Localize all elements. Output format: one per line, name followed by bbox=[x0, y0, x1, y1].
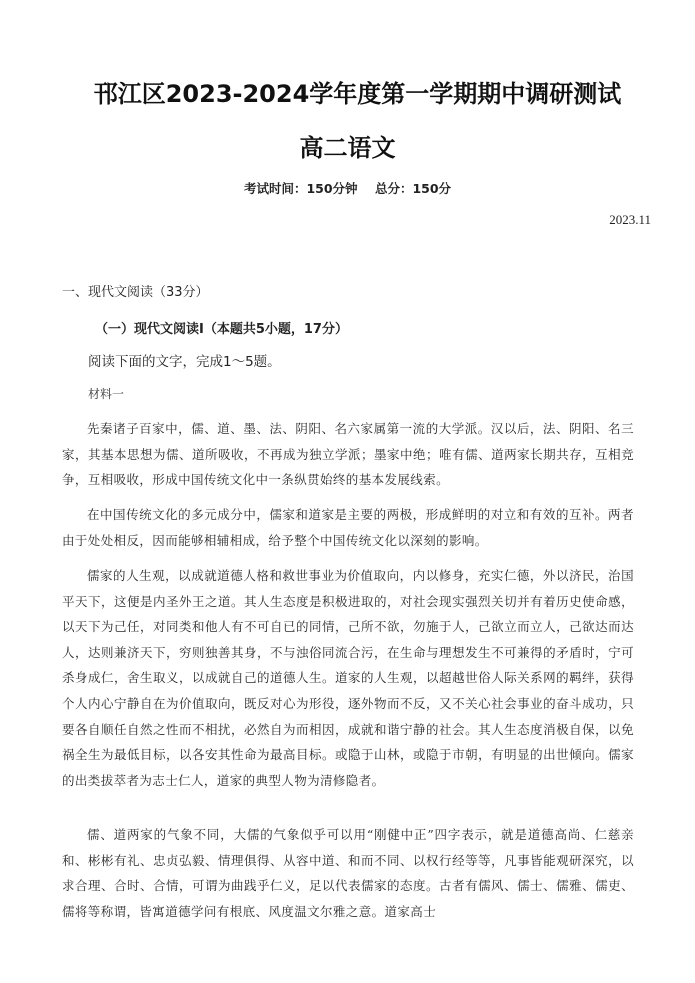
material-label: 材料一 bbox=[88, 387, 125, 401]
paragraph: 儒家的人生观，以成就道德人格和救世事业为价值取向，内以修身，充实仁德，外以济民，治国平天下，这便是内圣外王之道。其人生态度是积极进取的，对社会现实强烈关切并有着历史使命感，以天下为己任，对同类和他人有不可自已的同情，己所不欲，勿施于人，己欲立而立人，己欲达而达人，达则兼济天下，穷则独善其身，不与浊俗同流合污，在生命与理想发生不可兼得的矛盾时，宁可杀身成仁，舍生取义，以成就自己的道德人生。道家的人生观，以超越世俗人际关系网的羁绊，获得个人内心宁静自在为价值取向，既反对心为形役，逐外物而不反，又不关心社会事业的奋斗成功，只要各自顺任自然之性而不相扰，必然自为而相因，成就和谐宁静的社会。其人生态度消极自保，以免祸全生为最低目标，以各安其性命为最高目标。或隐于山林，或隐于市朝，有明显的出世倾向。儒家的出类拔萃者为志士仁人，道家的典型人物为清修隐者。 bbox=[62, 568, 634, 788]
subsection-heading: （一）现代文阅读Ⅰ（本题共5小题，17分） bbox=[95, 322, 348, 337]
subject-title: 高二语文 bbox=[299, 134, 396, 162]
exam-date: 2023.11 bbox=[609, 212, 651, 227]
exam-info: 考试时间：150分钟 总分：150分 bbox=[243, 181, 452, 196]
paragraph: 在中国传统文化的多元成分中，儒家和道家是主要的两极，形成鲜明的对立和有效的互补。两者由于处处相反，因而能够相辅相成，给予整个中国传统文化以深刻的影响。 bbox=[62, 507, 634, 548]
reading-instruction: 阅读下面的文字，完成1～5题。 bbox=[88, 354, 281, 370]
paragraph: 先秦诸子百家中，儒、道、墨、法、阴阳、名六家属第一流的大学派。汉以后，法、阴阳、名三家，其基本思想为儒、道所吸收，不再成为独立学派；墨家中绝；唯有儒、道两家长期共存，互相竞争，互相吸收，形成中国传统文化中一条纵贯始终的基本发展线索。 bbox=[62, 421, 634, 488]
section-heading: 一、现代文阅读（33分） bbox=[62, 285, 209, 300]
exam-title: 邗江区2023-2024学年度第一学期期中调研测试 bbox=[93, 80, 622, 108]
paragraph: 儒、道两家的气象不同，大儒的气象似乎可以用“刚健中正”四字表示，就是道德高尚、仁慈亲和、彬彬有礼、忠贞弘毅、情理俱得、从容中道、和而不同、以权行经等等，凡事皆能观研深究，以求合理、合时、合情，可谓为曲践乎仁义，足以代表儒家的态度。古者有儒风、儒士、儒雅、儒吏、儒将等称谓，皆寓道德学问有根底、风度温文尔雅之意。道家高士 bbox=[62, 827, 634, 919]
